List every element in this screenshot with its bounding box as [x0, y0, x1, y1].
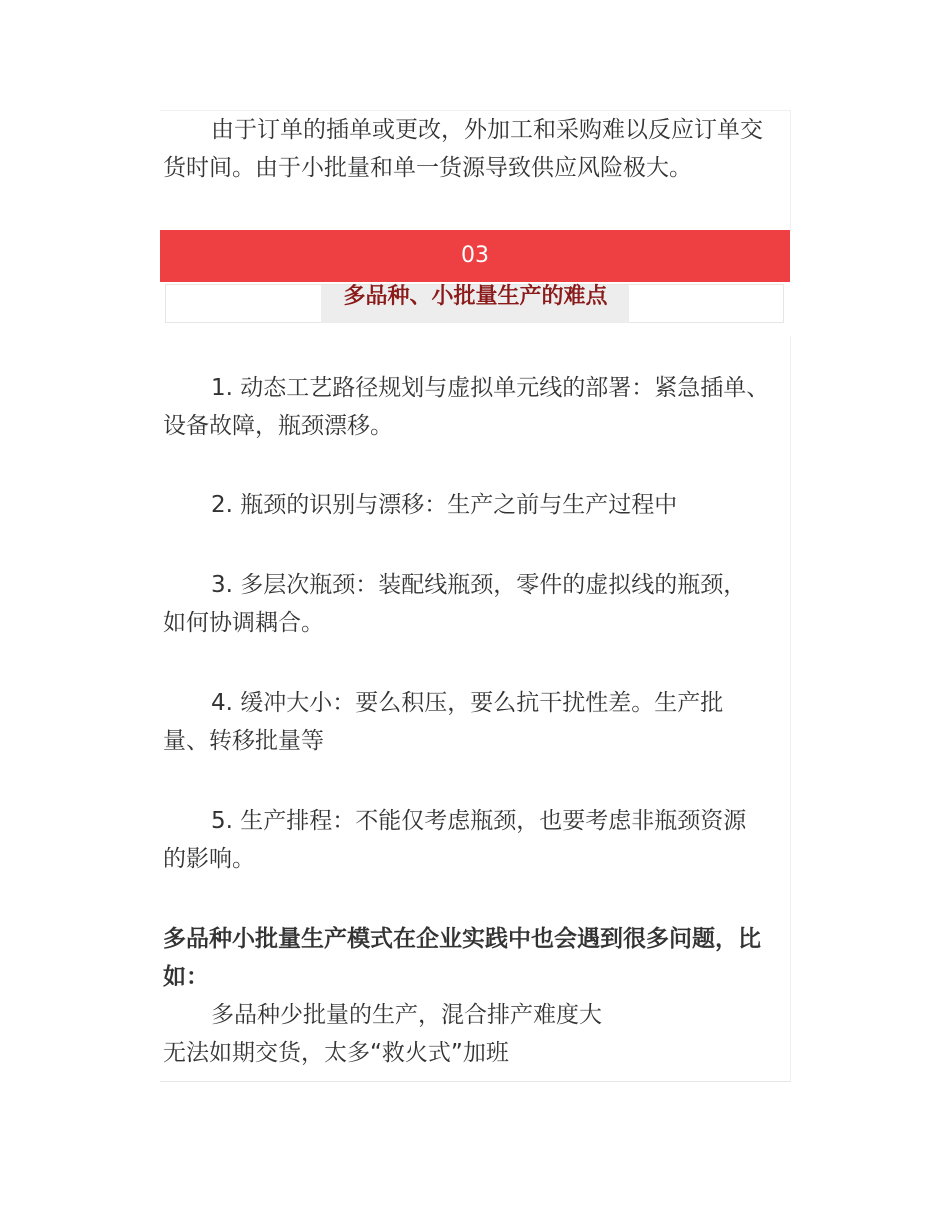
- section-number-banner: [160, 230, 790, 282]
- difficulty-line-1: 3. 多层次瓶颈：装配线瓶颈，零件的虚拟线的瓶颈，: [211, 572, 747, 598]
- difficulty-item: [163, 486, 789, 524]
- problem-item: 多品种少批量的生产，混合排产难度大: [211, 1002, 602, 1028]
- section-subtitle: 多品种、小批量生产的难点: [343, 284, 608, 309]
- problems-heading-line-1: 多品种小批量生产模式在企业实践中也会遇到很多问题，比: [163, 926, 761, 952]
- difficulty-item: [163, 369, 789, 445]
- intro-line-2: 货时间。由于小批量和单一货源导致供应风险极大。: [163, 155, 692, 181]
- intro-block: [160, 110, 791, 231]
- section-subtitle-box: [165, 284, 784, 323]
- difficulty-line-1: 5. 生产排程：不能仅考虑瓶颈，也要考虑非瓶颈资源: [211, 808, 747, 834]
- intro-line-1: 由于订单的插单或更改，外加工和采购难以反应订单交: [211, 117, 763, 143]
- difficulty-line-2: 设备故障，瓶颈漂移。: [163, 413, 393, 439]
- difficulty-item: [163, 802, 789, 878]
- difficulty-line-1: 2. 瓶颈的识别与漂移：生产之前与生产过程中: [211, 492, 678, 518]
- difficulty-line-2: 量、转移批量等: [163, 728, 324, 754]
- problems-heading: [163, 920, 789, 996]
- problem-item: 无法如期交货，太多“救火式”加班: [163, 1040, 509, 1066]
- difficulty-line-2: 的影响。: [163, 846, 255, 872]
- problems-heading-line-2: 如：: [163, 964, 209, 990]
- difficulty-item: [163, 566, 789, 642]
- difficulty-line-1: 4. 缓冲大小：要么积压，要么抗干扰性差。生产批: [211, 690, 724, 716]
- difficulty-line-2: 如何协调耦合。: [163, 610, 324, 636]
- difficulty-item: [163, 684, 789, 760]
- difficulty-line-1: 1. 动态工艺路径规划与虚拟单元线的部署：紧急插单、: [211, 375, 770, 401]
- problem-list: [163, 996, 789, 1072]
- content-block: [160, 336, 791, 1082]
- intro-paragraph: [163, 111, 789, 187]
- section-number: 03: [461, 243, 489, 268]
